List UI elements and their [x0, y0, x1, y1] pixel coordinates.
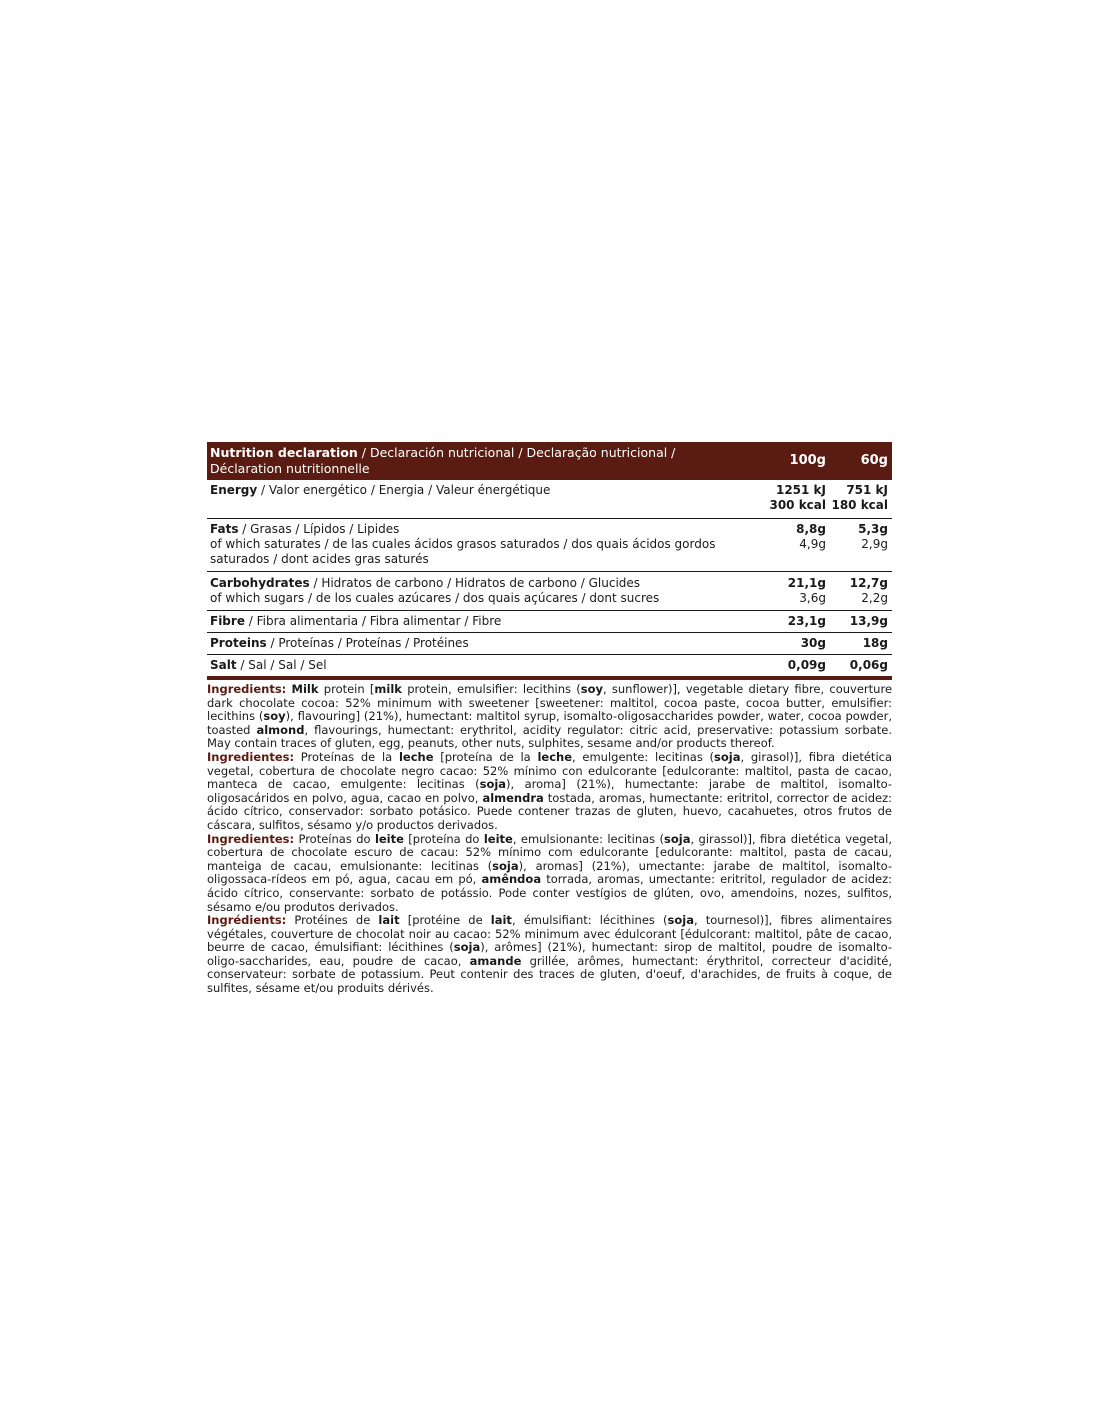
- fats-value-60g: 5,3g: [858, 522, 888, 536]
- allergen: leche: [537, 749, 573, 764]
- allergen: lait: [378, 913, 400, 928]
- energy-label: Energy / Valor energético / Energia / Valeur énergétique: [210, 483, 551, 497]
- column-header-100g: 100g: [789, 453, 826, 468]
- saturates-value-60g: 2,9g: [861, 537, 888, 551]
- allergen: leche: [398, 749, 434, 764]
- row-energy: [207, 480, 892, 519]
- row-carbohydrates: [207, 572, 892, 611]
- salt-value-60g: 0,06g: [849, 658, 888, 672]
- allergen: almendra: [482, 790, 544, 805]
- ingredients-text: [proteína de la: [433, 749, 538, 764]
- row-fibre: [207, 611, 892, 633]
- allergen: soy: [263, 709, 286, 724]
- ingredients-text: torrada, aromas, umectante: eritritol, regulador de acidez: ácido cítrico, conservante: sorbato de potássio. Pode conter vestígios de glúten, ovo, amendoins, nozes, sulfitos, sésamo e/ou produtos derivados.: [207, 872, 892, 914]
- allergen: soja: [667, 913, 694, 928]
- ingredients-text: ), arômes] (21%), humectant: sirop de maltitol, poudre de isomalto-oligo-saccharides, eau, poudre de cacao,: [207, 940, 892, 968]
- ingredients-text: , girasol)], fibra dietética vegetal, cobertura de chocolate negro cacao: 52% mínimo con edulcorante [edulcorante: maltitol, pasta de cacao, manteca de cacao, emulgente: lecitinas (: [207, 749, 893, 792]
- ingredients-text: , tournesol)], fibres alimentaires végétales, couverture de chocolat noir au cacao: 52% minimum avec édulcorant [édulcorant: maltitol, pâte de cacao, beurre de cacao, émulsifiant: lécithines (: [207, 913, 892, 955]
- allergen: soja: [453, 940, 481, 955]
- ingredients-portuguese: [207, 833, 892, 915]
- title-french: Déclaration nutritionnelle: [210, 461, 370, 476]
- fats-value-100g: 8,8g: [796, 522, 826, 536]
- ingredients-text: protein [: [318, 682, 375, 696]
- allergen: amêndoa: [481, 872, 542, 887]
- salt-value-100g: 0,09g: [787, 658, 826, 672]
- ingredients-text: tostada, aromas, humectante: eritritol, corrector de acidez: ácido cítrico, conservador: sorbato potásico. Puede contener trazas de gluten, huevo, cacahuetes, otros frutos de cáscara, sulfitos, sésamo y/o productos derivados.: [207, 790, 893, 832]
- allergen: lait: [490, 913, 512, 928]
- allergen: soja: [664, 831, 691, 846]
- row-proteins: [207, 633, 892, 655]
- title-translations: / Declaración nutricional / Declaração nutricional /: [357, 445, 676, 460]
- ingredients-heading: Ingredientes:: [207, 831, 295, 846]
- saturates-label: of which saturates / de las cuales ácidos grasos saturados / dos quais ácidos gordos saturados / dont acides gras saturés: [210, 537, 716, 566]
- proteins-value-60g: 18g: [862, 636, 888, 650]
- ingredients-heading: Ingredientes:: [207, 749, 295, 764]
- salt-label: Salt / Sal / Sal / Sel: [210, 658, 327, 672]
- ingredients-text: Proteínas do: [294, 831, 375, 846]
- proteins-label: Proteins / Proteínas / Proteínas / Protéines: [210, 636, 469, 650]
- ingredients-text: , girassol)], fibra dietética vegetal, cobertura de chocolate escuro de cacau: 52% mínimo com edulcorante [edulcorante: maltitol, pasta de cacau, manteiga de cacau, emulsionante: lecitinas (: [207, 831, 893, 873]
- title-english: Nutrition declaration: [210, 445, 358, 460]
- fibre-value-100g: 23,1g: [787, 614, 826, 628]
- ingredients-text: protein, emulsifier: lecithins (: [401, 682, 581, 696]
- ingredients-spanish: [207, 751, 892, 833]
- ingredients-text: [proteína do: [403, 831, 484, 846]
- energy-value-100g: 1251 kJ 300 kcal: [769, 483, 826, 512]
- ingredients-heading: Ingredients:: [207, 682, 287, 696]
- nutrition-label: [207, 442, 892, 996]
- saturates-value-100g: 4,9g: [799, 537, 826, 551]
- table-title: [207, 445, 762, 477]
- ingredients-text: , emulgente: lecitinas (: [572, 749, 715, 764]
- allergen: soja: [479, 777, 507, 792]
- ingredients-text: ), aromas] (21%), umectante: jarabe de maltitol, isomalto-oligossaca-rídeos em pó, agua, cacau em pó,: [207, 858, 892, 887]
- proteins-value-100g: 30g: [800, 636, 826, 650]
- ingredients-heading: Ingrédients:: [207, 913, 287, 928]
- ingredients-text: , flavourings, humectant: erythritol, acidity regulator: citric acid, preservative: potassium sorbate. May contain traces of gluten, egg, peanuts, other nuts, sulphites, sesame and/or products thereof.: [207, 722, 892, 751]
- ingredients-french: [207, 914, 892, 996]
- row-fats: [207, 519, 892, 572]
- ingredients-text: ), aroma] (21%), humectante: jarabe de maltitol, isomalto-oligosacáridos en polvo, agua, cacao en polvo,: [207, 777, 892, 805]
- allergen: soja: [492, 858, 519, 873]
- allergen: amande: [469, 953, 522, 968]
- row-salt: [207, 655, 892, 680]
- ingredients-text: grillée, arômes, humectant: érythritol, correcteur d'acidité, conservateur: sorbate de potassium. Peut contenir des traces de gluten, d'oeuf, d'arachides, de fruits à coque, de sulfites, sésame et/ou produits dérivés.: [207, 953, 892, 996]
- ingredients-text: ), flavouring] (21%), humectant: maltitol syrup, isomalto-oligosaccharides powder, water, cocoa powder, toasted: [207, 709, 893, 737]
- allergen: soy: [580, 682, 603, 696]
- ingredients-text: Proteínas de la: [294, 749, 399, 764]
- fibre-label: Fibre / Fibra alimentaria / Fibra alimentar / Fibre: [210, 614, 502, 628]
- allergen: almond: [256, 722, 305, 737]
- ingredients-text: , emulsionante: lecitinas (: [512, 831, 665, 846]
- allergen: Milk: [291, 682, 319, 696]
- allergen: soja: [714, 749, 741, 764]
- sugars-value-100g: 3,6g: [799, 591, 826, 605]
- ingredients-text: , sunflower)], vegetable dietary fibre, couverture dark chocolate cocoa: 52% minimum with sweetener [sweetener: maltitol, cocoa paste, cocoa butter, emulsifier: lecithins (: [207, 682, 893, 724]
- sugars-label: of which sugars / de los cuales azúcares / dos quais açúcares / dont sucres: [210, 591, 660, 605]
- ingredients-block: [207, 683, 892, 996]
- allergen: milk: [374, 682, 402, 696]
- carbs-label: Carbohydrates / Hidratos de carbono / Hidratos de carbono / Glucides: [210, 576, 641, 590]
- sugars-value-60g: 2,2g: [861, 591, 888, 605]
- fibre-value-60g: 13,9g: [849, 614, 888, 628]
- energy-value-60g: 751 kJ 180 kcal: [831, 483, 888, 512]
- carbs-value-100g: 21,1g: [787, 576, 826, 590]
- carbs-value-60g: 12,7g: [849, 576, 888, 590]
- ingredients-english: [207, 683, 892, 751]
- ingredients-text: Protéines de: [286, 913, 379, 928]
- allergen: leite: [483, 831, 513, 846]
- column-header-60g: 60g: [860, 453, 888, 468]
- ingredients-text: [protéine de: [399, 913, 491, 928]
- allergen: leite: [374, 831, 404, 846]
- ingredients-text: , émulsifiant: lécithines (: [511, 913, 668, 928]
- table-header: [207, 442, 892, 480]
- fats-label: Fats / Grasas / Lípidos / Lipides: [210, 522, 400, 536]
